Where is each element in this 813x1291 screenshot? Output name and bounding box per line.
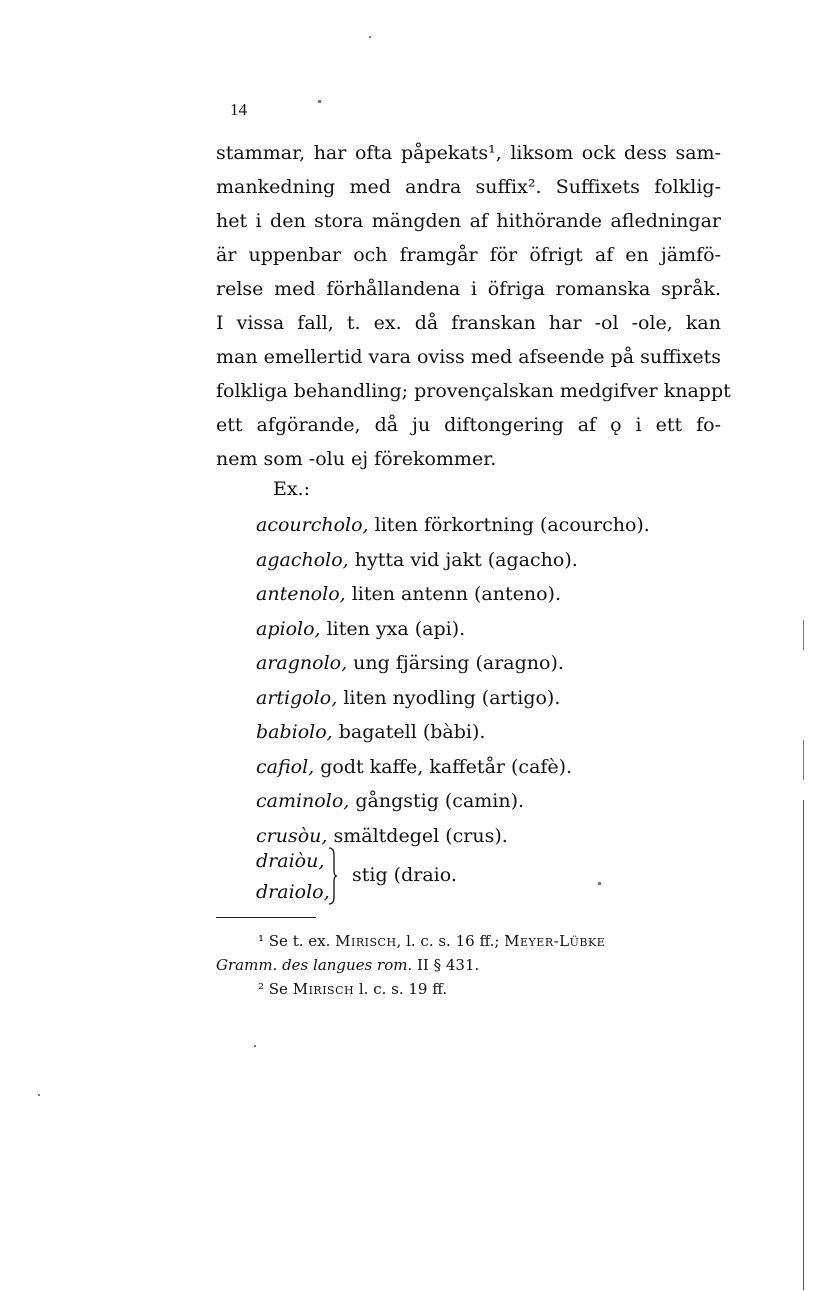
paragraph-line: man emellertid vara oviss med afseende på suffixets — [216, 346, 722, 368]
entry-gloss: liten förkortning (acourcho). — [368, 514, 650, 536]
entry-gloss: liten nyodling (artigo). — [337, 686, 561, 709]
footnote-text: , l. c. s. 16 ff.; — [396, 932, 505, 950]
footnote-text: Se — [264, 980, 293, 998]
scan-edge-line — [803, 800, 804, 1290]
curly-brace-icon — [328, 847, 338, 905]
entry-word: acourcholo, — [256, 514, 369, 536]
entry-word: artigolo, — [256, 686, 338, 709]
list-item — [256, 715, 650, 750]
entry-gloss: stig (draio. — [352, 864, 457, 886]
scan-speck — [318, 100, 321, 103]
example-list — [256, 508, 650, 853]
entry-gloss: bagatell (bàbi). — [332, 721, 486, 743]
list-item — [256, 681, 650, 716]
footnote-text: Se t. ex. — [264, 932, 336, 950]
scan-edge-line — [803, 620, 804, 650]
entry-gloss: liten antenn (anteno). — [345, 583, 561, 605]
footnote-divider — [216, 917, 316, 918]
footnote-mark: ² — [258, 980, 265, 998]
author-name: Mirisch — [335, 932, 397, 950]
list-item — [256, 750, 650, 785]
paragraph-line: ett afgörande, då ju diftongering af ǫ i ett fo- — [216, 414, 721, 436]
scan-speck — [254, 1045, 256, 1047]
brace-words — [256, 846, 330, 908]
examples-label: Ex.: — [273, 478, 311, 500]
entry-gloss: ung fjärsing (aragno). — [347, 652, 564, 674]
footnote-1-continued — [216, 953, 721, 977]
work-title: Gramm. des langues rom. — [216, 956, 413, 974]
scan-edge-line — [803, 740, 804, 780]
entry-word: cafiol, — [256, 755, 315, 778]
paragraph-line: mankedning med andra suffix². Suffixets folklig- — [216, 176, 721, 198]
entry-word: agacholo, — [256, 548, 349, 571]
list-item — [256, 577, 650, 612]
paragraph-line: nem som -olu ej förekommer. — [216, 448, 497, 470]
entry-gloss: smältdegel (crus). — [327, 824, 508, 847]
entry-gloss: gångstig (camin). — [349, 790, 525, 812]
footnote-mark: ¹ — [258, 932, 265, 950]
entry-word: draiòu, — [256, 850, 325, 872]
footnote-2 — [216, 977, 721, 1001]
entry-gloss: godt kaffe, kaffetår (cafè). — [314, 755, 573, 778]
list-item — [256, 612, 650, 647]
paragraph-line: I vissa fall, t. ex. då franskan har -ol -ole, kan — [216, 312, 721, 334]
footnotes — [216, 929, 721, 1001]
list-item — [256, 646, 650, 681]
entry-word: apiolo, — [256, 617, 321, 640]
entry-word: babiolo, — [256, 721, 333, 743]
list-item — [256, 784, 650, 819]
paragraph-line: stammar, har ofta påpekats¹, liksom ock dess sam- — [216, 142, 721, 164]
author-name: Mirisch — [292, 980, 355, 998]
entry-word: caminolo, — [256, 790, 350, 812]
brace-entry — [256, 846, 516, 908]
author-name: Meyer-Lübke — [504, 932, 606, 950]
entry-gloss: liten yxa (api). — [320, 617, 466, 640]
scan-speck — [369, 36, 371, 38]
scan-speck — [598, 882, 601, 885]
entry-gloss: hytta vid jakt (agacho). — [348, 548, 578, 571]
entry-word: antenolo, — [256, 583, 346, 605]
entry-word: aragnolo, — [256, 652, 348, 674]
list-item — [256, 508, 650, 543]
footnote-text: II § 431. — [412, 956, 480, 974]
paragraph-line: relse med förhållandena i öfriga romanska språk. — [216, 278, 721, 300]
body-paragraph — [216, 136, 731, 476]
page-number: 14 — [230, 100, 247, 119]
footnote-1 — [216, 929, 721, 953]
paragraph-line: folkliga behandling; provençalskan medgifver knappt — [216, 380, 731, 402]
entry-word: crusòu, — [256, 824, 328, 847]
list-item — [256, 543, 650, 578]
scan-speck — [38, 1094, 40, 1096]
paragraph-line: är uppenbar och framgår för öfrigt af en jämfö- — [216, 244, 721, 266]
footnote-text: l. c. s. 19 ff. — [354, 980, 448, 998]
entry-word: draiolo, — [256, 881, 330, 903]
paragraph-line: het i den stora mängden af hithörande afledningar — [216, 210, 721, 232]
